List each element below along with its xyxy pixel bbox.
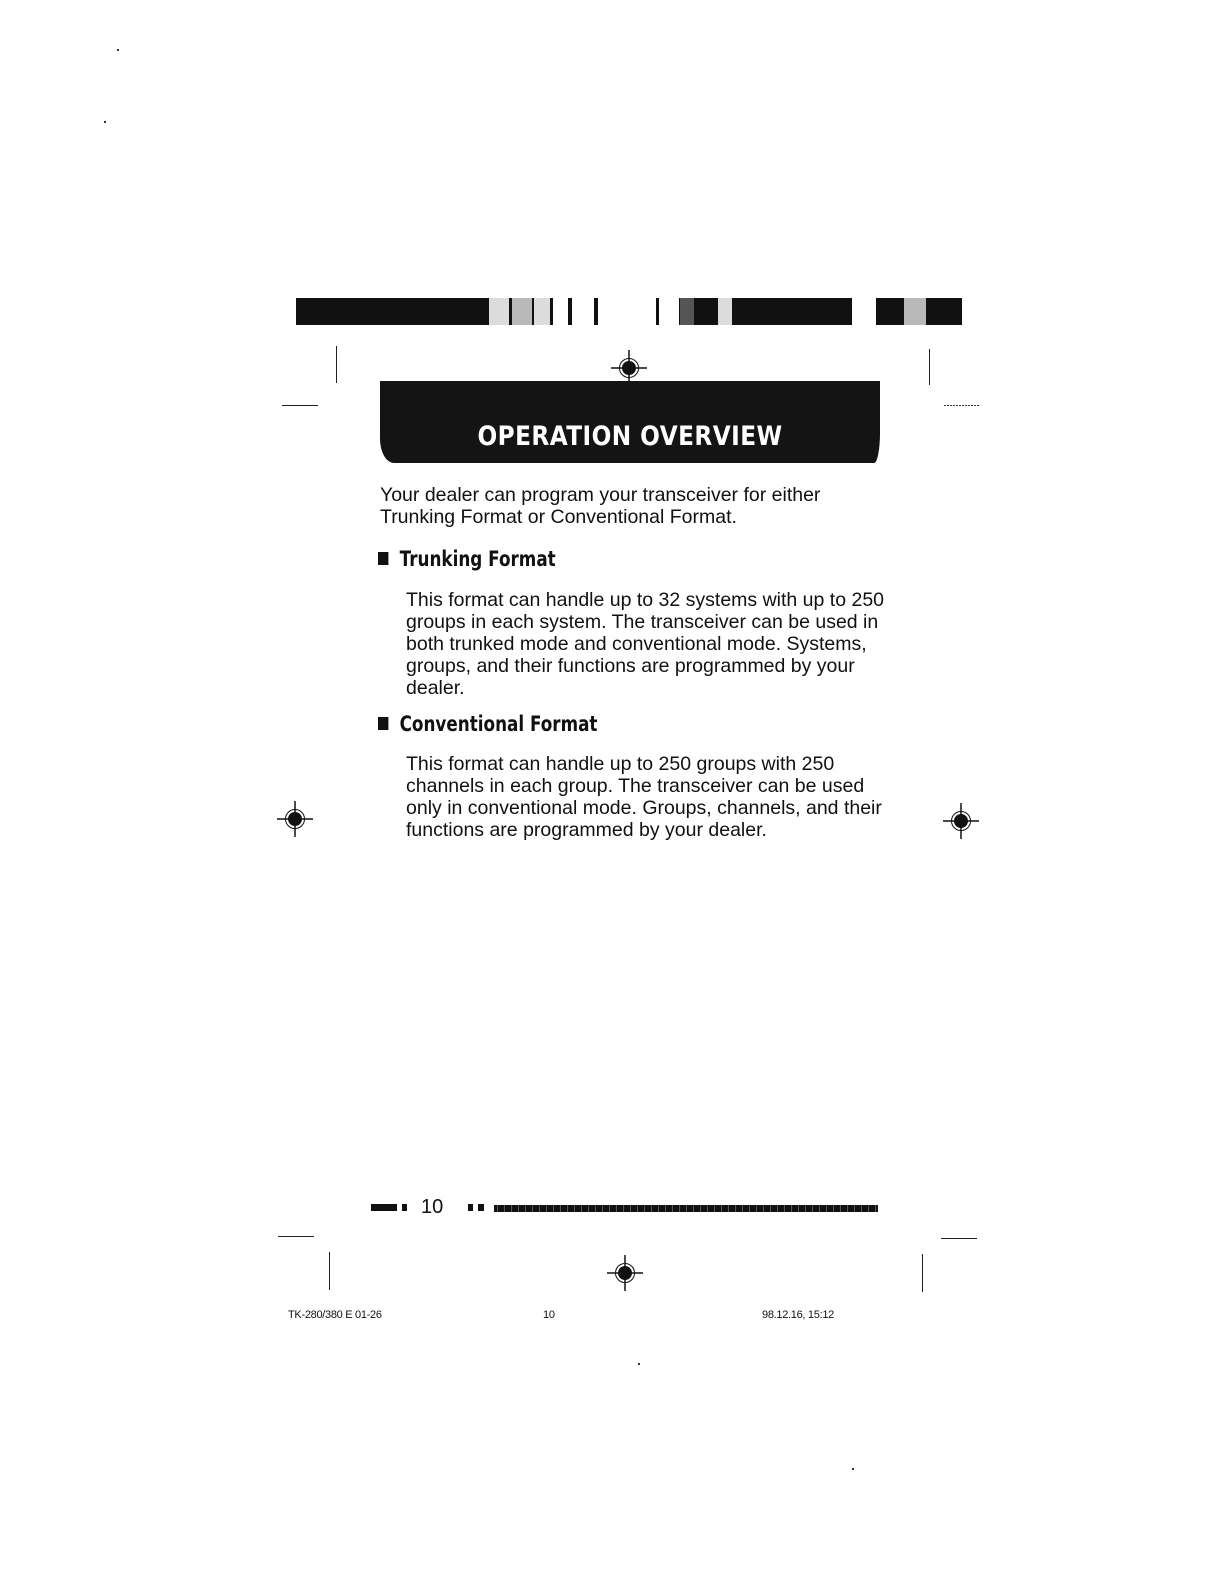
page-marker (468, 1204, 473, 1211)
crop-mark (944, 405, 980, 406)
speck (638, 1363, 640, 1365)
section-heading-trunking: Trunking Format (378, 547, 556, 571)
page-marker (402, 1204, 407, 1211)
crop-mark (282, 405, 318, 406)
color-bar-right (656, 298, 962, 325)
crop-mark (329, 1252, 330, 1290)
bullet-square-icon (378, 552, 388, 565)
crop-mark (929, 349, 930, 385)
slug-timestamp: 98.12.16, 15:12 (762, 1309, 834, 1321)
speck (852, 1468, 854, 1470)
page-number-rule (494, 1205, 878, 1212)
crop-mark (336, 346, 337, 383)
page-title: OPERATION OVERVIEW (477, 421, 783, 452)
section-body-trunking: This format can handle up to 32 systems with up to 250 groups in each system. The transceiver can be used in both trunked mode and conventional mode. Systems, groups, and their functions are programmed by your dealer. (406, 589, 885, 699)
crop-mark (922, 1254, 923, 1292)
color-bar-left (296, 298, 598, 325)
page-marker (478, 1204, 484, 1211)
slug-file-name: TK-280/380 E 01-26 (288, 1309, 382, 1321)
page-marker (371, 1204, 397, 1211)
chapter-banner (380, 381, 880, 463)
section-heading-conventional: Conventional Format (378, 712, 597, 736)
section-body-conventional: This format can handle up to 250 groups with 250 channels in each group. The transceiver can be used only in conventional mode. Groups, channels, and their functions are programmed by your dealer. (406, 753, 882, 841)
intro-paragraph: Your dealer can program your transceiver for either Trunking Format or Conventional Format. (380, 484, 821, 528)
registration-mark-icon (277, 801, 313, 837)
speck (117, 49, 119, 51)
bullet-square-icon (378, 717, 388, 730)
speck (104, 121, 106, 123)
crop-mark (941, 1238, 977, 1239)
registration-mark-icon (943, 803, 979, 839)
slug-page: 10 (543, 1309, 555, 1321)
registration-mark-icon (607, 1255, 643, 1291)
crop-mark (278, 1236, 314, 1237)
page-number: 10 (421, 1196, 444, 1218)
